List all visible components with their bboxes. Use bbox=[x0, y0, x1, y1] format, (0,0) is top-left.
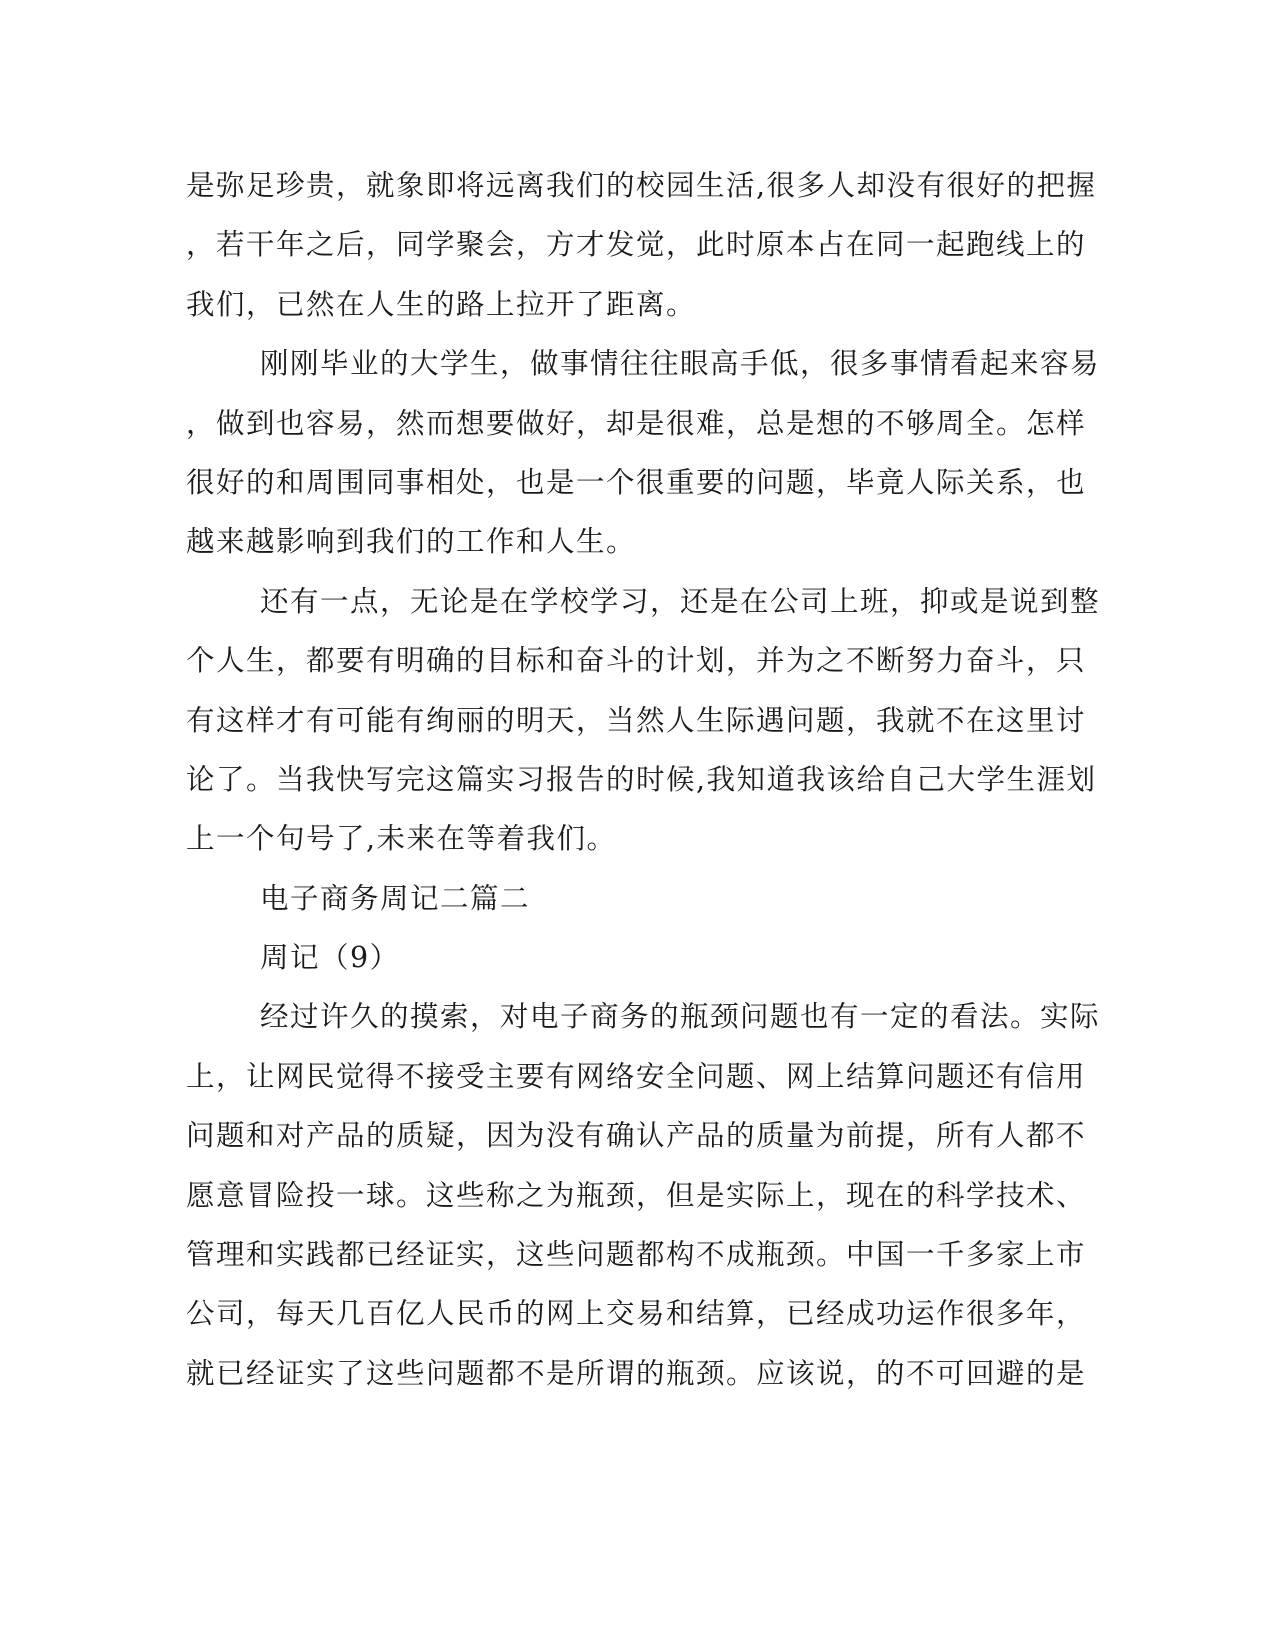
text-line: 就已经证实了这些问题都不是所谓的瓶颈。应该说，的不可回避的是 bbox=[186, 1356, 1087, 1390]
text-line: 论了。当我快写完这篇实习报告的时候,我知道我该给自己大学生涯划 bbox=[186, 762, 1097, 796]
text-line: 很好的和周围同事相处，也是一个很重要的问题，毕竟人际关系，也 bbox=[186, 465, 1087, 499]
text-line: 管理和实践都已经证实，这些问题都构不成瓶颈。中国一千多家上市 bbox=[186, 1238, 1087, 1272]
paragraph-start-line: 刚刚毕业的大学生，做事情往往眼高手低，很多事情看起来容易 bbox=[260, 347, 1101, 381]
text-line: 有这样才有可能有绚丽的明天，当然人生际遇问题，我就不在这里讨 bbox=[186, 703, 1087, 737]
text-line: 上一个句号了,未来在等着我们。 bbox=[186, 822, 617, 856]
section-heading: 电子商务周记二篇二 bbox=[260, 881, 531, 915]
text-line: 个人生，都要有明确的目标和奋斗的计划，并为之不断努力奋斗，只 bbox=[186, 644, 1087, 678]
paragraph-start-line: 还有一点，无论是在学校学习，还是在公司上班，抑或是说到整 bbox=[260, 584, 1101, 618]
text-line: ，若干年之后，同学聚会，方才发觉，此时原本占在同一起跑线上的 bbox=[186, 228, 1087, 262]
text-line: 上，让网民觉得不接受主要有网络安全问题、网上结算问题还有信用 bbox=[186, 1059, 1087, 1093]
text-line: 问题和对产品的质疑，因为没有确认产品的质量为前提，所有人都不 bbox=[186, 1119, 1087, 1153]
text-line: 是弥足珍贵，就象即将远离我们的校园生活,很多人却没有很好的把握 bbox=[186, 169, 1097, 202]
text-line: 越来越影响到我们的工作和人生。 bbox=[186, 525, 637, 559]
paragraph-start-line: 经过许久的摸索，对电子商务的瓶颈问题也有一定的看法。实际 bbox=[260, 1000, 1101, 1034]
text-line: 我们，已然在人生的路上拉开了距离。 bbox=[186, 287, 697, 321]
document-body bbox=[186, 156, 1101, 1403]
text-line: 公司，每天几百亿人民币的网上交易和结算，已经成功运作很多年， bbox=[186, 1297, 1087, 1331]
text-line: ，做到也容易，然而想要做好，却是很难，总是想的不够周全。怎样 bbox=[186, 406, 1087, 440]
text-line: 愿意冒险投一球。这些称之为瓶颈，但是实际上，现在的科学技术、 bbox=[186, 1178, 1087, 1212]
subheading: 周记（9） bbox=[260, 941, 400, 975]
